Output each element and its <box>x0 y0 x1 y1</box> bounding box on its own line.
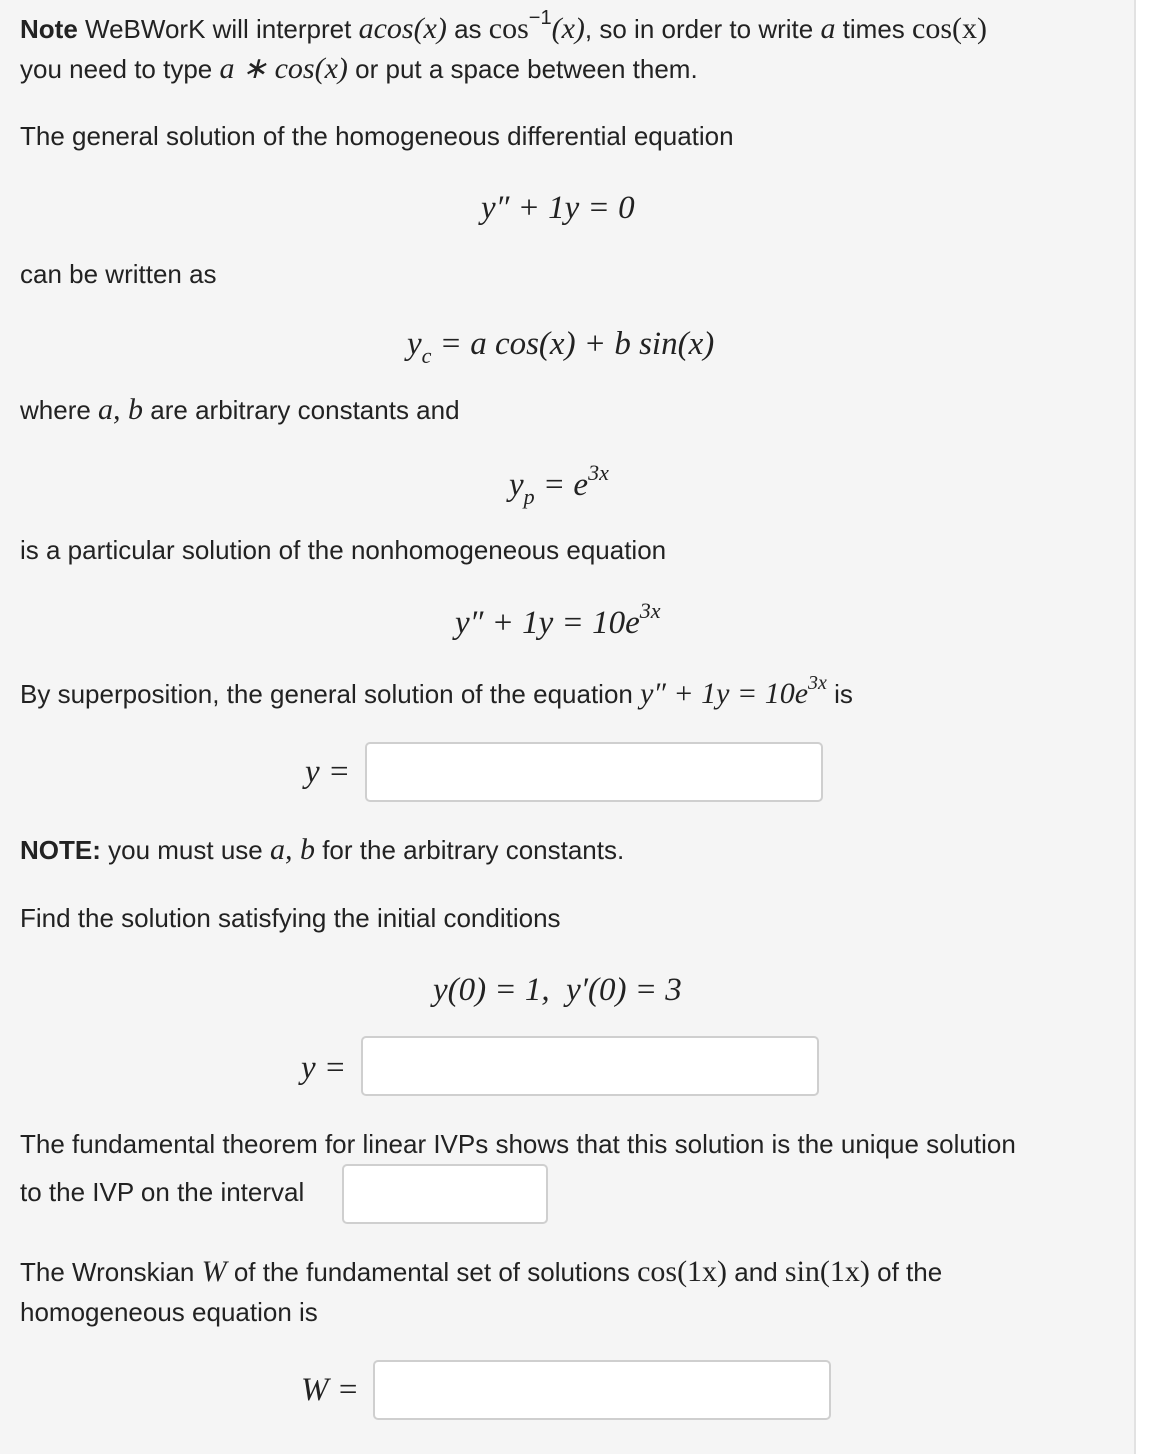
paragraph-wronskian <box>20 1252 942 1292</box>
note2-text: you must use <box>100 835 270 865</box>
p3-text: where <box>20 395 99 425</box>
p8-text: of the <box>869 1257 943 1287</box>
p5-exponent: 3x <box>808 672 827 694</box>
note-constants <box>20 830 624 870</box>
p8-text: The Wronskian <box>20 1257 202 1287</box>
answer-wronskian-label: W = <box>301 1372 360 1408</box>
paragraph-superposition <box>20 674 853 717</box>
equation-nonhomogeneous <box>455 598 661 646</box>
p3-text: are arbitrary constants and <box>143 395 460 425</box>
ivp-solution-input[interactable] <box>361 1036 819 1096</box>
equation-particular <box>509 460 609 509</box>
eq3-subscript: p <box>523 484 535 509</box>
note-text: , so in order to write <box>584 14 821 44</box>
p8-text: and <box>727 1257 785 1287</box>
p5-text: is <box>826 679 853 709</box>
note-superscript: −1 <box>528 7 552 29</box>
note-label: Note <box>20 14 78 44</box>
note-cos-inverse: cos <box>488 12 529 45</box>
p3-ab: a, b <box>98 393 144 426</box>
note-cosx: cos(x) <box>912 12 988 45</box>
answer-ivp-label: y = <box>301 1050 347 1086</box>
equation-complementary <box>407 324 714 367</box>
p8-text: of the fundamental set of solutions <box>226 1257 638 1287</box>
note-text: times <box>835 14 913 44</box>
eq2-subscript: c <box>421 343 432 368</box>
note-text: as <box>446 14 489 44</box>
note-text: WeBWorK will interpret <box>77 14 359 44</box>
paragraph-initial-conditions: Find the solution satisfying the initial conditions <box>20 903 561 933</box>
paragraph-interval: to the IVP on the interval <box>20 1177 305 1207</box>
paragraph-particular: is a particular solution of the nonhomogeneous equation <box>20 535 667 565</box>
paragraph-homogeneous-equation-is: homogeneous equation is <box>20 1297 318 1327</box>
note2-ab: a, b <box>269 833 315 866</box>
eq4-exponent: 3x <box>639 598 661 623</box>
note2-label: NOTE: <box>20 835 101 865</box>
note-a-times-cos: a ∗ cos(x) <box>219 52 348 85</box>
equation-initial-conditions: y(0) = 1, y′(0) = 3 <box>433 972 682 1008</box>
note-acos: acos(x) <box>358 12 447 45</box>
wronskian-symbol: W <box>201 1255 227 1288</box>
equation-homogeneous: y″ + 1y = 0 <box>481 190 635 226</box>
eq4-lhs: y″ + 1y = 10e <box>455 605 640 641</box>
interval-input[interactable] <box>342 1164 548 1224</box>
answer-general-label: y = <box>305 754 351 790</box>
eq3-rhs: = e <box>534 467 589 503</box>
clipped-text-remnant <box>20 0 130 4</box>
paragraph-fundamental-theorem: The fundamental theorem for linear IVPs shows that this solution is the unique solution <box>20 1129 1016 1159</box>
wronskian-input[interactable] <box>373 1360 831 1420</box>
p5-text: By superposition, the general solution of the equation <box>20 679 641 709</box>
eq3-exponent: 3x <box>588 460 609 485</box>
paragraph-homogeneous: The general solution of the homogeneous differential equation <box>20 121 734 151</box>
note-text: or put a space between them. <box>347 54 698 84</box>
note-line-2 <box>20 49 698 89</box>
note-a: a <box>820 12 836 45</box>
eq2-rhs: = a cos(x) + b sin(x) <box>431 326 715 362</box>
solution-sin: sin(1x) <box>784 1255 870 1288</box>
note-line-1 <box>20 9 987 52</box>
p5-equation: y″ + 1y = 10e <box>640 677 809 710</box>
paragraph-arbitrary-constants <box>20 390 460 430</box>
eq2-y: y <box>407 326 422 362</box>
note-cos-inverse-arg: (x) <box>551 12 585 45</box>
eq3-y: y <box>509 467 524 503</box>
paragraph-written-as: can be written as <box>20 259 217 289</box>
solution-cos: cos(1x) <box>637 1255 728 1288</box>
note2-text: for the arbitrary constants. <box>314 835 625 865</box>
general-solution-input[interactable] <box>365 742 823 802</box>
note-text: you need to type <box>20 54 220 84</box>
